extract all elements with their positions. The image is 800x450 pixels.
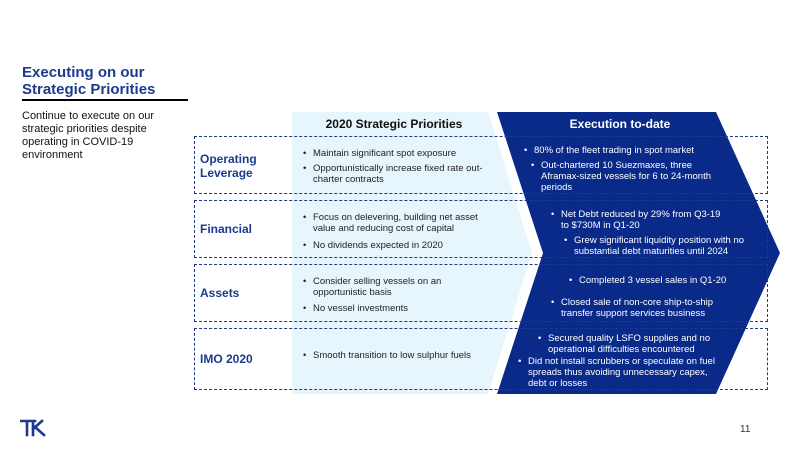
slide-subtitle: Continue to execute on our strategic priorities despite operating in COVID-19 environment	[22, 110, 155, 161]
execution-bullet: • Out-chartered 10 Suezmaxes, three Aframax-sized vessels for 6 to 24-month periods	[541, 160, 731, 193]
execution-bullet: • Closed sale of non-core ship-to-ship transfer support services business	[561, 297, 731, 319]
priority-bullet: • No vessel investments	[313, 303, 493, 314]
priority-bullet: • Smooth transition to low sulphur fuels	[313, 350, 473, 361]
company-logo-icon	[20, 418, 50, 438]
priorities-header: 2020 Strategic Priorities	[325, 117, 463, 131]
execution-bullet: • Net Debt reduced by 29% from Q3-19 to $730M in Q1-20	[561, 209, 731, 231]
priority-bullet: • Opportunistically increase fixed rate out-charter contracts	[313, 163, 493, 185]
priority-bullet: • No dividends expected in 2020	[313, 240, 493, 251]
execution-bullet: • 80% of the fleet trading in spot market	[534, 145, 724, 156]
execution-bullet: • Grew significant liquidity position with no substantial debt maturities until 2024	[574, 235, 754, 257]
row-label: IMO 2020	[200, 352, 253, 366]
row-label: Operating Leverage	[200, 152, 257, 180]
priority-bullet: • Consider selling vessels on an opportunistic basis	[313, 276, 483, 298]
row-label: Financial	[200, 222, 253, 236]
execution-header: Execution to-date	[569, 117, 671, 131]
priority-bullet: • Focus on delevering, building net asset value and reducing cost of capital	[313, 212, 503, 234]
execution-bullet: • Secured quality LSFO supplies and no operational difficulties encountered	[548, 333, 718, 355]
slide-title: Executing on our Strategic Priorities	[22, 64, 156, 98]
page-number: 11	[740, 424, 751, 435]
row-label: Assets	[200, 286, 240, 300]
execution-bullet: • Did not install scrubbers or speculate on fuel spreads thus avoiding unnecessary capex, debt or losses	[528, 356, 728, 389]
priority-bullet: • Maintain significant spot exposure	[313, 148, 493, 159]
execution-bullet: • Completed 3 vessel sales in Q1-20	[579, 275, 749, 286]
